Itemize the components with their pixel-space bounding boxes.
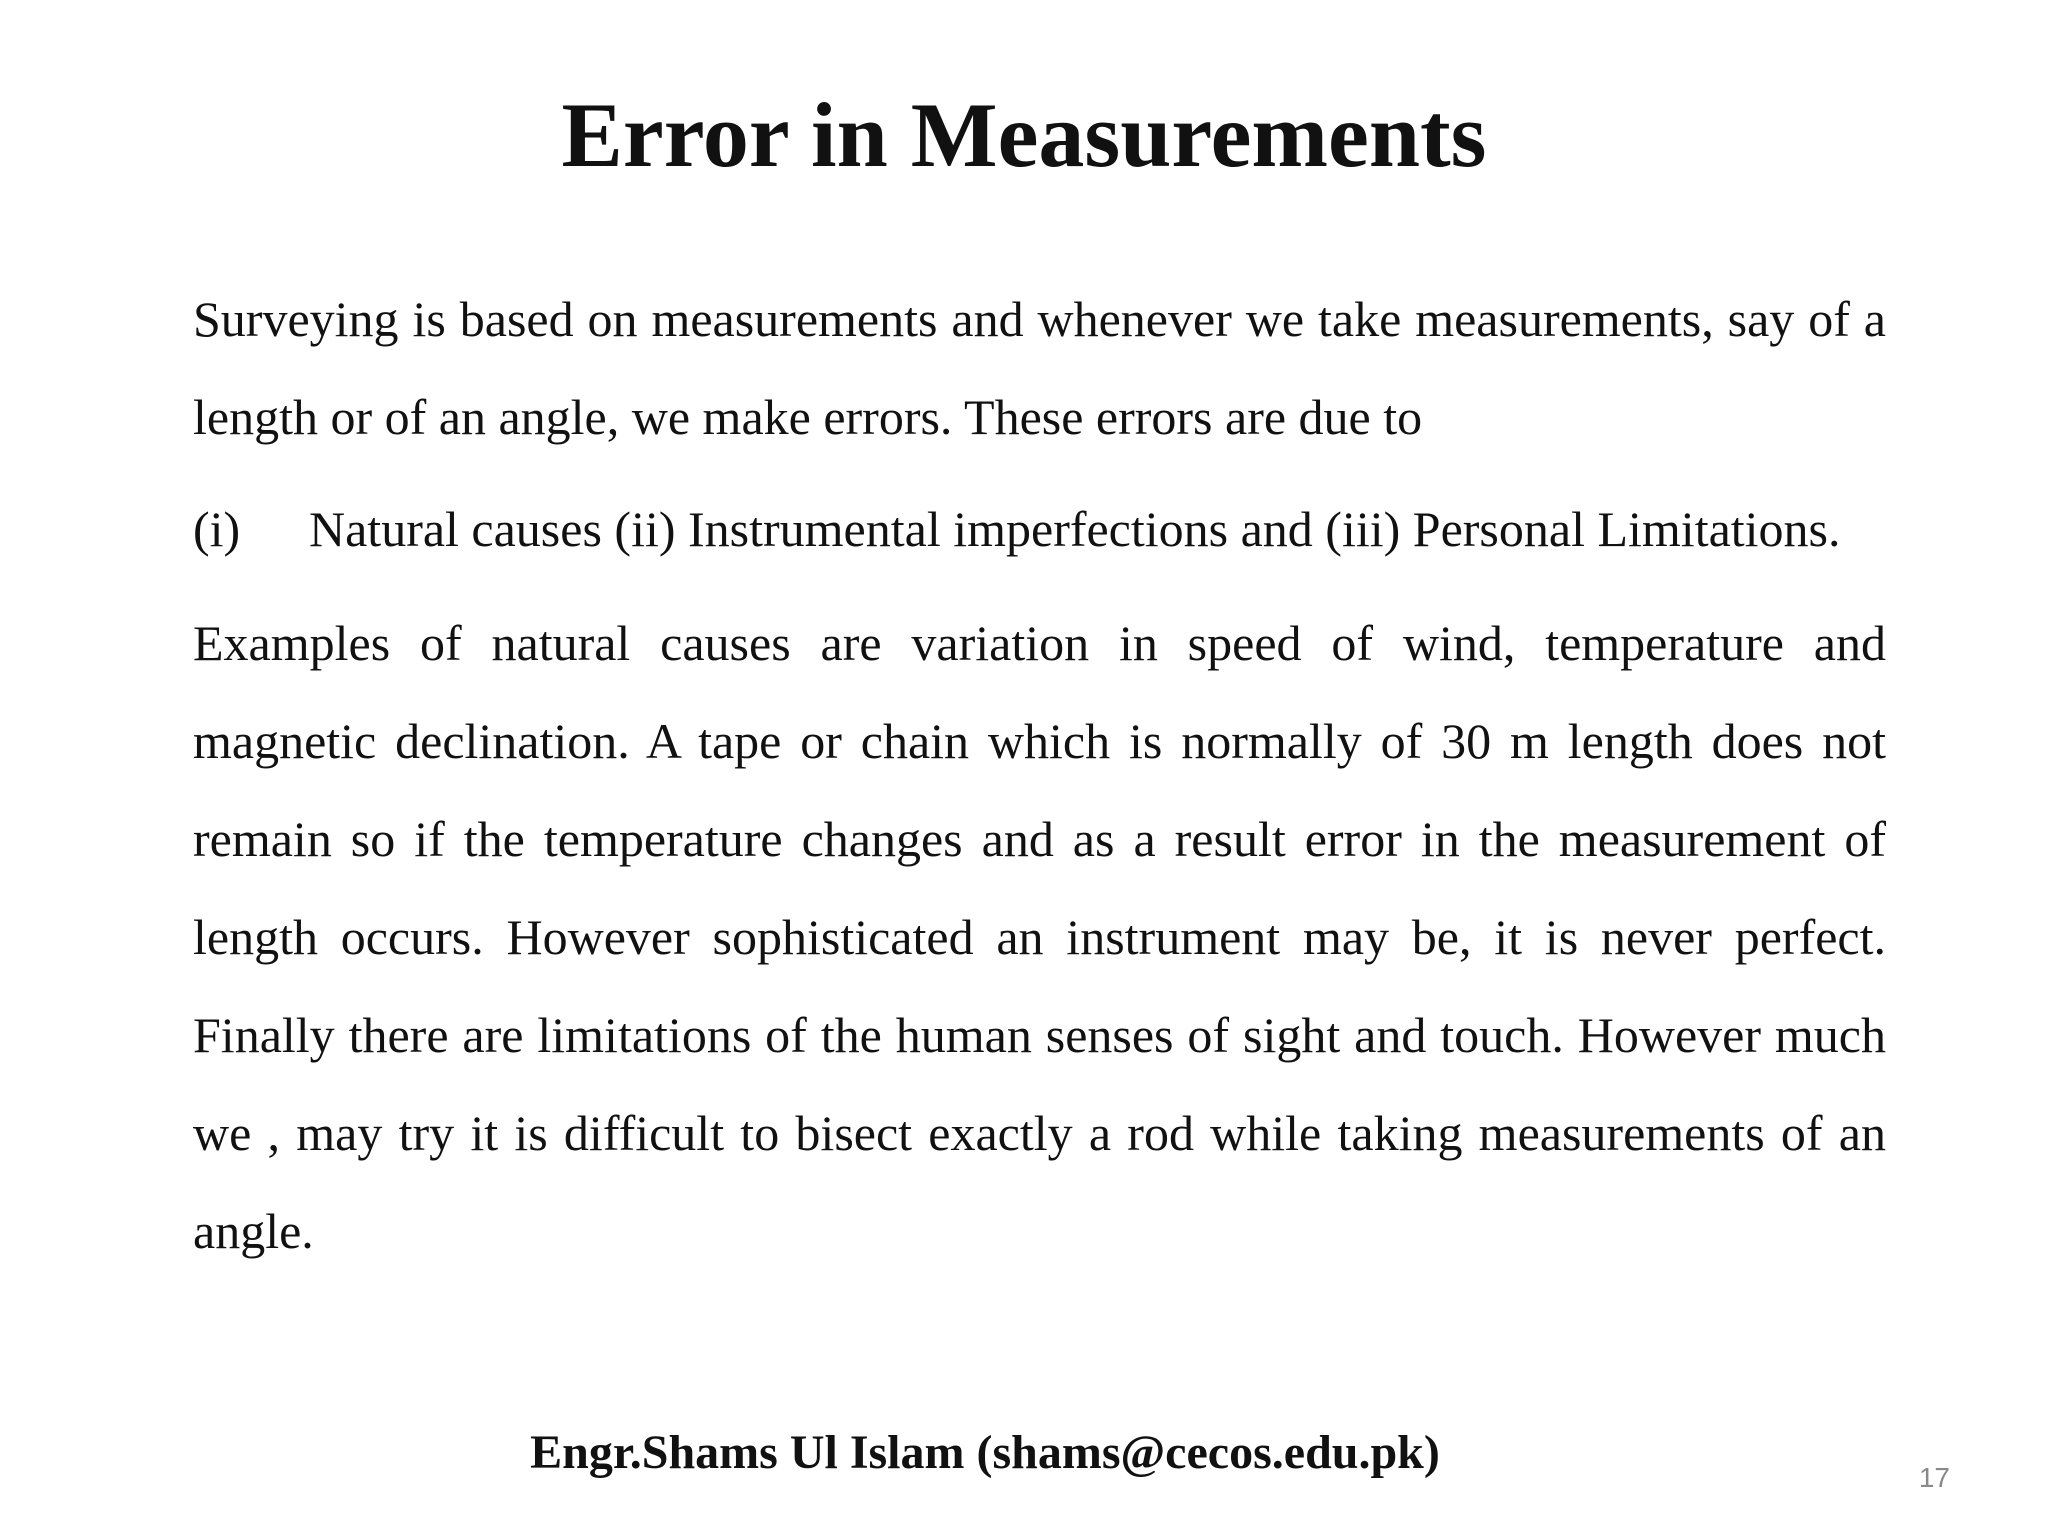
intro-paragraph: Surveying is based on measurements and whenever we take measurements, say of a length or of an angle, we make errors. These errors are due to [193,291,1886,445]
causes-list-item [193,480,1886,578]
causes-text: Natural causes (ii) Instrumental imperfections and (iii) Personal Limitations. [309,501,1841,557]
author-footer: Engr.Shams Ul Islam (shams@cecos.edu.pk) [530,1426,1440,1479]
slide-body [193,270,1886,1280]
list-marker: (i) [193,501,241,557]
slide-title: Error in Measurements [561,84,1487,186]
page-number: 17 [1918,1462,1950,1493]
examples-paragraph: Examples of natural causes are variation in speed of wind, temperature and magnetic declination. A tape or chain which is normally of 30 m length does not remain so if the temperature changes and as a result error in the measurement of length occurs. However sophisticated an instrument may be, it is never perfect. Finally there are limitations of the human senses of sight and touch. However much we , may try it is difficult to bisect exactly a rod while taking measurements of an angle. [193,615,1886,1259]
